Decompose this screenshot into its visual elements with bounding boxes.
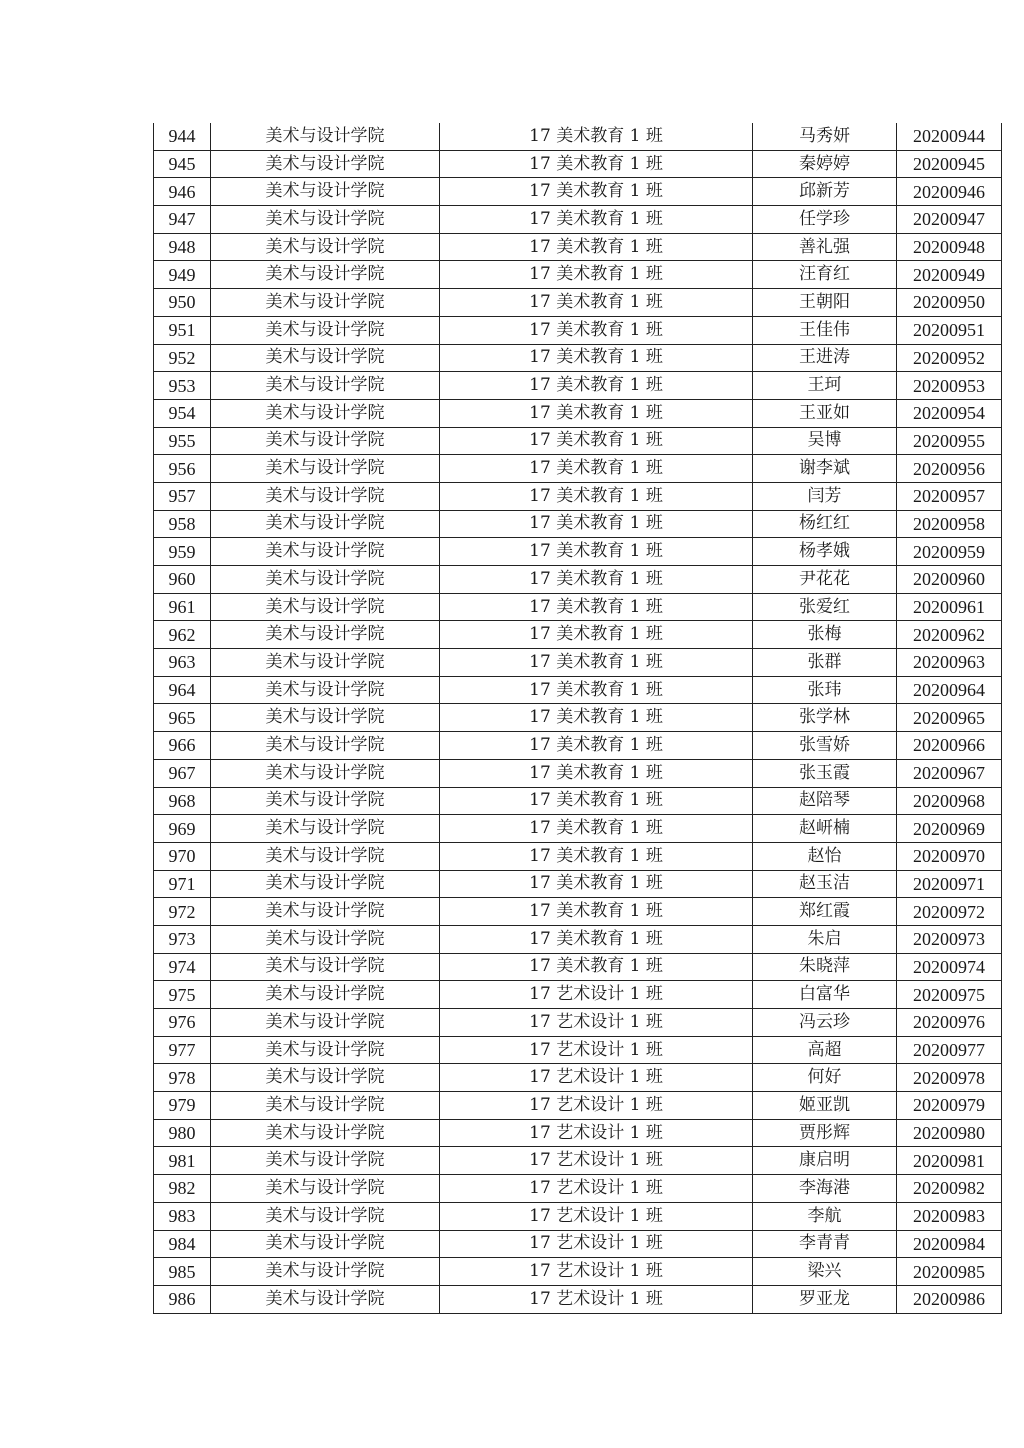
table-row: [154, 704, 1002, 732]
class-cell: 17 美术教育 1 班: [440, 261, 753, 289]
student-id-cell: 20200978: [897, 1064, 1002, 1092]
class-cell: 17 艺术设计 1 班: [440, 1036, 753, 1064]
class-cell: 17 美术教育 1 班: [440, 676, 753, 704]
college-cell: 美术与设计学院: [211, 1119, 440, 1147]
table-row: [154, 427, 1002, 455]
roster-body: [154, 123, 1002, 1313]
row-number-cell: 980: [154, 1119, 211, 1147]
student-name-cell: 梁兴: [753, 1258, 897, 1286]
table-row: [154, 482, 1002, 510]
student-id-cell: 20200980: [897, 1119, 1002, 1147]
row-number-cell: 975: [154, 981, 211, 1009]
table-row: [154, 1009, 1002, 1037]
row-number-cell: 960: [154, 566, 211, 594]
class-cell: 17 美术教育 1 班: [440, 344, 753, 372]
college-cell: 美术与设计学院: [211, 1258, 440, 1286]
student-id-cell: 20200953: [897, 372, 1002, 400]
row-number-cell: 984: [154, 1230, 211, 1258]
class-cell: 17 美术教育 1 班: [440, 206, 753, 234]
table-row: [154, 842, 1002, 870]
row-number-cell: 976: [154, 1009, 211, 1037]
row-number-cell: 965: [154, 704, 211, 732]
table-row: [154, 455, 1002, 483]
class-cell: 17 美术教育 1 班: [440, 925, 753, 953]
college-cell: 美术与设计学院: [211, 344, 440, 372]
class-cell: 17 美术教育 1 班: [440, 787, 753, 815]
college-cell: 美术与设计学院: [211, 372, 440, 400]
student-name-cell: 张梅: [753, 621, 897, 649]
student-id-cell: 20200973: [897, 925, 1002, 953]
college-cell: 美术与设计学院: [211, 1175, 440, 1203]
college-cell: 美术与设计学院: [211, 510, 440, 538]
college-cell: 美术与设计学院: [211, 316, 440, 344]
student-id-cell: 20200970: [897, 842, 1002, 870]
college-cell: 美术与设计学院: [211, 566, 440, 594]
table-row: [154, 981, 1002, 1009]
row-number-cell: 983: [154, 1202, 211, 1230]
student-name-cell: 王进涛: [753, 344, 897, 372]
table-row: [154, 759, 1002, 787]
row-number-cell: 974: [154, 953, 211, 981]
class-cell: 17 美术教育 1 班: [440, 316, 753, 344]
class-cell: 17 美术教育 1 班: [440, 898, 753, 926]
student-name-cell: 何好: [753, 1064, 897, 1092]
table-row: [154, 344, 1002, 372]
table-row: [154, 233, 1002, 261]
row-number-cell: 947: [154, 206, 211, 234]
row-number-cell: 944: [154, 123, 211, 150]
row-number-cell: 985: [154, 1258, 211, 1286]
college-cell: 美术与设计学院: [211, 289, 440, 317]
class-cell: 17 美术教育 1 班: [440, 842, 753, 870]
student-name-cell: 李海港: [753, 1175, 897, 1203]
class-cell: 17 艺术设计 1 班: [440, 1064, 753, 1092]
student-id-cell: 20200954: [897, 399, 1002, 427]
row-number-cell: 981: [154, 1147, 211, 1175]
college-cell: 美术与设计学院: [211, 676, 440, 704]
college-cell: 美术与设计学院: [211, 1036, 440, 1064]
student-id-cell: 20200983: [897, 1202, 1002, 1230]
student-id-cell: 20200945: [897, 150, 1002, 178]
college-cell: 美术与设计学院: [211, 261, 440, 289]
college-cell: 美术与设计学院: [211, 1092, 440, 1120]
class-cell: 17 美术教育 1 班: [440, 538, 753, 566]
student-name-cell: 尹花花: [753, 566, 897, 594]
row-number-cell: 970: [154, 842, 211, 870]
row-number-cell: 986: [154, 1285, 211, 1313]
college-cell: 美术与设计学院: [211, 399, 440, 427]
student-id-cell: 20200947: [897, 206, 1002, 234]
student-name-cell: 王珂: [753, 372, 897, 400]
table-row: [154, 261, 1002, 289]
row-number-cell: 963: [154, 649, 211, 677]
row-number-cell: 959: [154, 538, 211, 566]
row-number-cell: 972: [154, 898, 211, 926]
table-row: [154, 1202, 1002, 1230]
student-id-cell: 20200964: [897, 676, 1002, 704]
student-id-cell: 20200985: [897, 1258, 1002, 1286]
table-row: [154, 925, 1002, 953]
class-cell: 17 美术教育 1 班: [440, 593, 753, 621]
table-row: [154, 953, 1002, 981]
class-cell: 17 美术教育 1 班: [440, 815, 753, 843]
class-cell: 17 美术教育 1 班: [440, 759, 753, 787]
row-number-cell: 952: [154, 344, 211, 372]
table-row: [154, 372, 1002, 400]
row-number-cell: 949: [154, 261, 211, 289]
student-roster-table: [153, 123, 1002, 1314]
student-name-cell: 张群: [753, 649, 897, 677]
class-cell: 17 美术教育 1 班: [440, 399, 753, 427]
class-cell: 17 艺术设计 1 班: [440, 1230, 753, 1258]
college-cell: 美术与设计学院: [211, 759, 440, 787]
student-name-cell: 郑红霞: [753, 898, 897, 926]
table-row: [154, 178, 1002, 206]
class-cell: 17 艺术设计 1 班: [440, 1202, 753, 1230]
row-number-cell: 978: [154, 1064, 211, 1092]
college-cell: 美术与设计学院: [211, 1230, 440, 1258]
student-name-cell: 高超: [753, 1036, 897, 1064]
student-name-cell: 罗亚龙: [753, 1285, 897, 1313]
student-id-cell: 20200976: [897, 1009, 1002, 1037]
college-cell: 美术与设计学院: [211, 787, 440, 815]
table-row: [154, 510, 1002, 538]
class-cell: 17 美术教育 1 班: [440, 178, 753, 206]
student-name-cell: 任学珍: [753, 206, 897, 234]
college-cell: 美术与设计学院: [211, 538, 440, 566]
student-id-cell: 20200946: [897, 178, 1002, 206]
table-row: [154, 1119, 1002, 1147]
class-cell: 17 美术教育 1 班: [440, 482, 753, 510]
class-cell: 17 美术教育 1 班: [440, 455, 753, 483]
student-name-cell: 王亚如: [753, 399, 897, 427]
row-number-cell: 950: [154, 289, 211, 317]
row-number-cell: 977: [154, 1036, 211, 1064]
student-name-cell: 汪育红: [753, 261, 897, 289]
student-id-cell: 20200958: [897, 510, 1002, 538]
college-cell: 美术与设计学院: [211, 233, 440, 261]
college-cell: 美术与设计学院: [211, 206, 440, 234]
student-name-cell: 马秀妍: [753, 123, 897, 150]
table-row: [154, 1064, 1002, 1092]
student-name-cell: 张爱红: [753, 593, 897, 621]
student-name-cell: 赵陪琴: [753, 787, 897, 815]
table-row: [154, 123, 1002, 150]
student-name-cell: 闫芳: [753, 482, 897, 510]
student-id-cell: 20200966: [897, 732, 1002, 760]
class-cell: 17 艺术设计 1 班: [440, 1147, 753, 1175]
table-row: [154, 1285, 1002, 1313]
college-cell: 美术与设计学院: [211, 732, 440, 760]
class-cell: 17 艺术设计 1 班: [440, 1092, 753, 1120]
student-name-cell: 张玮: [753, 676, 897, 704]
college-cell: 美术与设计学院: [211, 621, 440, 649]
student-id-cell: 20200961: [897, 593, 1002, 621]
student-id-cell: 20200975: [897, 981, 1002, 1009]
college-cell: 美术与设计学院: [211, 704, 440, 732]
college-cell: 美术与设计学院: [211, 953, 440, 981]
college-cell: 美术与设计学院: [211, 150, 440, 178]
row-number-cell: 948: [154, 233, 211, 261]
student-name-cell: 吴博: [753, 427, 897, 455]
college-cell: 美术与设计学院: [211, 593, 440, 621]
table-row: [154, 649, 1002, 677]
row-number-cell: 945: [154, 150, 211, 178]
class-cell: 17 美术教育 1 班: [440, 372, 753, 400]
table-row: [154, 1230, 1002, 1258]
row-number-cell: 957: [154, 482, 211, 510]
college-cell: 美术与设计学院: [211, 925, 440, 953]
class-cell: 17 美术教育 1 班: [440, 510, 753, 538]
table-row: [154, 1147, 1002, 1175]
class-cell: 17 美术教育 1 班: [440, 150, 753, 178]
student-name-cell: 秦婷婷: [753, 150, 897, 178]
table-row: [154, 1258, 1002, 1286]
table-row: [154, 1175, 1002, 1203]
student-name-cell: 杨红红: [753, 510, 897, 538]
student-id-cell: 20200979: [897, 1092, 1002, 1120]
table-row: [154, 898, 1002, 926]
student-id-cell: 20200962: [897, 621, 1002, 649]
college-cell: 美术与设计学院: [211, 455, 440, 483]
row-number-cell: 982: [154, 1175, 211, 1203]
college-cell: 美术与设计学院: [211, 427, 440, 455]
college-cell: 美术与设计学院: [211, 123, 440, 150]
row-number-cell: 967: [154, 759, 211, 787]
student-name-cell: 谢李斌: [753, 455, 897, 483]
student-id-cell: 20200982: [897, 1175, 1002, 1203]
student-name-cell: 赵岍楠: [753, 815, 897, 843]
row-number-cell: 969: [154, 815, 211, 843]
table-row: [154, 206, 1002, 234]
college-cell: 美术与设计学院: [211, 870, 440, 898]
table-row: [154, 676, 1002, 704]
table-row: [154, 593, 1002, 621]
college-cell: 美术与设计学院: [211, 815, 440, 843]
college-cell: 美术与设计学院: [211, 898, 440, 926]
class-cell: 17 艺术设计 1 班: [440, 981, 753, 1009]
college-cell: 美术与设计学院: [211, 981, 440, 1009]
student-name-cell: 赵玉洁: [753, 870, 897, 898]
table-row: [154, 621, 1002, 649]
class-cell: 17 美术教育 1 班: [440, 233, 753, 261]
student-id-cell: 20200986: [897, 1285, 1002, 1313]
row-number-cell: 964: [154, 676, 211, 704]
row-number-cell: 954: [154, 399, 211, 427]
college-cell: 美术与设计学院: [211, 649, 440, 677]
student-id-cell: 20200959: [897, 538, 1002, 566]
class-cell: 17 美术教育 1 班: [440, 732, 753, 760]
student-name-cell: 康启明: [753, 1147, 897, 1175]
student-name-cell: 王朝阳: [753, 289, 897, 317]
student-id-cell: 20200944: [897, 123, 1002, 150]
student-name-cell: 贾彤辉: [753, 1119, 897, 1147]
student-id-cell: 20200957: [897, 482, 1002, 510]
student-name-cell: 朱启: [753, 925, 897, 953]
student-id-cell: 20200951: [897, 316, 1002, 344]
class-cell: 17 美术教育 1 班: [440, 427, 753, 455]
student-id-cell: 20200960: [897, 566, 1002, 594]
table-row: [154, 732, 1002, 760]
student-name-cell: 张玉霞: [753, 759, 897, 787]
class-cell: 17 艺术设计 1 班: [440, 1258, 753, 1286]
student-id-cell: 20200981: [897, 1147, 1002, 1175]
class-cell: 17 美术教育 1 班: [440, 870, 753, 898]
student-name-cell: 张学林: [753, 704, 897, 732]
student-name-cell: 邱新芳: [753, 178, 897, 206]
student-id-cell: 20200963: [897, 649, 1002, 677]
row-number-cell: 955: [154, 427, 211, 455]
class-cell: 17 美术教育 1 班: [440, 123, 753, 150]
student-name-cell: 赵怡: [753, 842, 897, 870]
table-row: [154, 316, 1002, 344]
college-cell: 美术与设计学院: [211, 1202, 440, 1230]
student-name-cell: 善礼强: [753, 233, 897, 261]
student-id-cell: 20200969: [897, 815, 1002, 843]
row-number-cell: 946: [154, 178, 211, 206]
student-name-cell: 李航: [753, 1202, 897, 1230]
college-cell: 美术与设计学院: [211, 1285, 440, 1313]
student-id-cell: 20200952: [897, 344, 1002, 372]
class-cell: 17 美术教育 1 班: [440, 621, 753, 649]
table-row: [154, 1036, 1002, 1064]
table-row: [154, 399, 1002, 427]
row-number-cell: 958: [154, 510, 211, 538]
student-name-cell: 白富华: [753, 981, 897, 1009]
student-id-cell: 20200971: [897, 870, 1002, 898]
student-id-cell: 20200972: [897, 898, 1002, 926]
class-cell: 17 艺术设计 1 班: [440, 1119, 753, 1147]
row-number-cell: 973: [154, 925, 211, 953]
row-number-cell: 956: [154, 455, 211, 483]
student-name-cell: 杨孝娥: [753, 538, 897, 566]
table-row: [154, 870, 1002, 898]
table-row: [154, 289, 1002, 317]
table-row: [154, 538, 1002, 566]
student-id-cell: 20200968: [897, 787, 1002, 815]
student-id-cell: 20200950: [897, 289, 1002, 317]
student-name-cell: 王佳伟: [753, 316, 897, 344]
row-number-cell: 953: [154, 372, 211, 400]
student-id-cell: 20200949: [897, 261, 1002, 289]
student-name-cell: 冯云珍: [753, 1009, 897, 1037]
student-name-cell: 姬亚凯: [753, 1092, 897, 1120]
class-cell: 17 美术教育 1 班: [440, 289, 753, 317]
row-number-cell: 979: [154, 1092, 211, 1120]
student-id-cell: 20200967: [897, 759, 1002, 787]
class-cell: 17 艺术设计 1 班: [440, 1285, 753, 1313]
row-number-cell: 951: [154, 316, 211, 344]
college-cell: 美术与设计学院: [211, 842, 440, 870]
table-row: [154, 815, 1002, 843]
college-cell: 美术与设计学院: [211, 1147, 440, 1175]
row-number-cell: 971: [154, 870, 211, 898]
student-id-cell: 20200984: [897, 1230, 1002, 1258]
table-row: [154, 150, 1002, 178]
student-id-cell: 20200977: [897, 1036, 1002, 1064]
table-row: [154, 787, 1002, 815]
row-number-cell: 961: [154, 593, 211, 621]
college-cell: 美术与设计学院: [211, 178, 440, 206]
student-id-cell: 20200955: [897, 427, 1002, 455]
table-row: [154, 1092, 1002, 1120]
row-number-cell: 968: [154, 787, 211, 815]
student-id-cell: 20200965: [897, 704, 1002, 732]
row-number-cell: 966: [154, 732, 211, 760]
college-cell: 美术与设计学院: [211, 1009, 440, 1037]
college-cell: 美术与设计学院: [211, 1064, 440, 1092]
class-cell: 17 艺术设计 1 班: [440, 1009, 753, 1037]
row-number-cell: 962: [154, 621, 211, 649]
student-id-cell: 20200974: [897, 953, 1002, 981]
class-cell: 17 美术教育 1 班: [440, 953, 753, 981]
student-name-cell: 朱晓萍: [753, 953, 897, 981]
student-name-cell: 张雪娇: [753, 732, 897, 760]
student-name-cell: 李青青: [753, 1230, 897, 1258]
class-cell: 17 美术教育 1 班: [440, 649, 753, 677]
student-id-cell: 20200956: [897, 455, 1002, 483]
class-cell: 17 艺术设计 1 班: [440, 1175, 753, 1203]
class-cell: 17 美术教育 1 班: [440, 566, 753, 594]
college-cell: 美术与设计学院: [211, 482, 440, 510]
class-cell: 17 美术教育 1 班: [440, 704, 753, 732]
table-row: [154, 566, 1002, 594]
student-id-cell: 20200948: [897, 233, 1002, 261]
